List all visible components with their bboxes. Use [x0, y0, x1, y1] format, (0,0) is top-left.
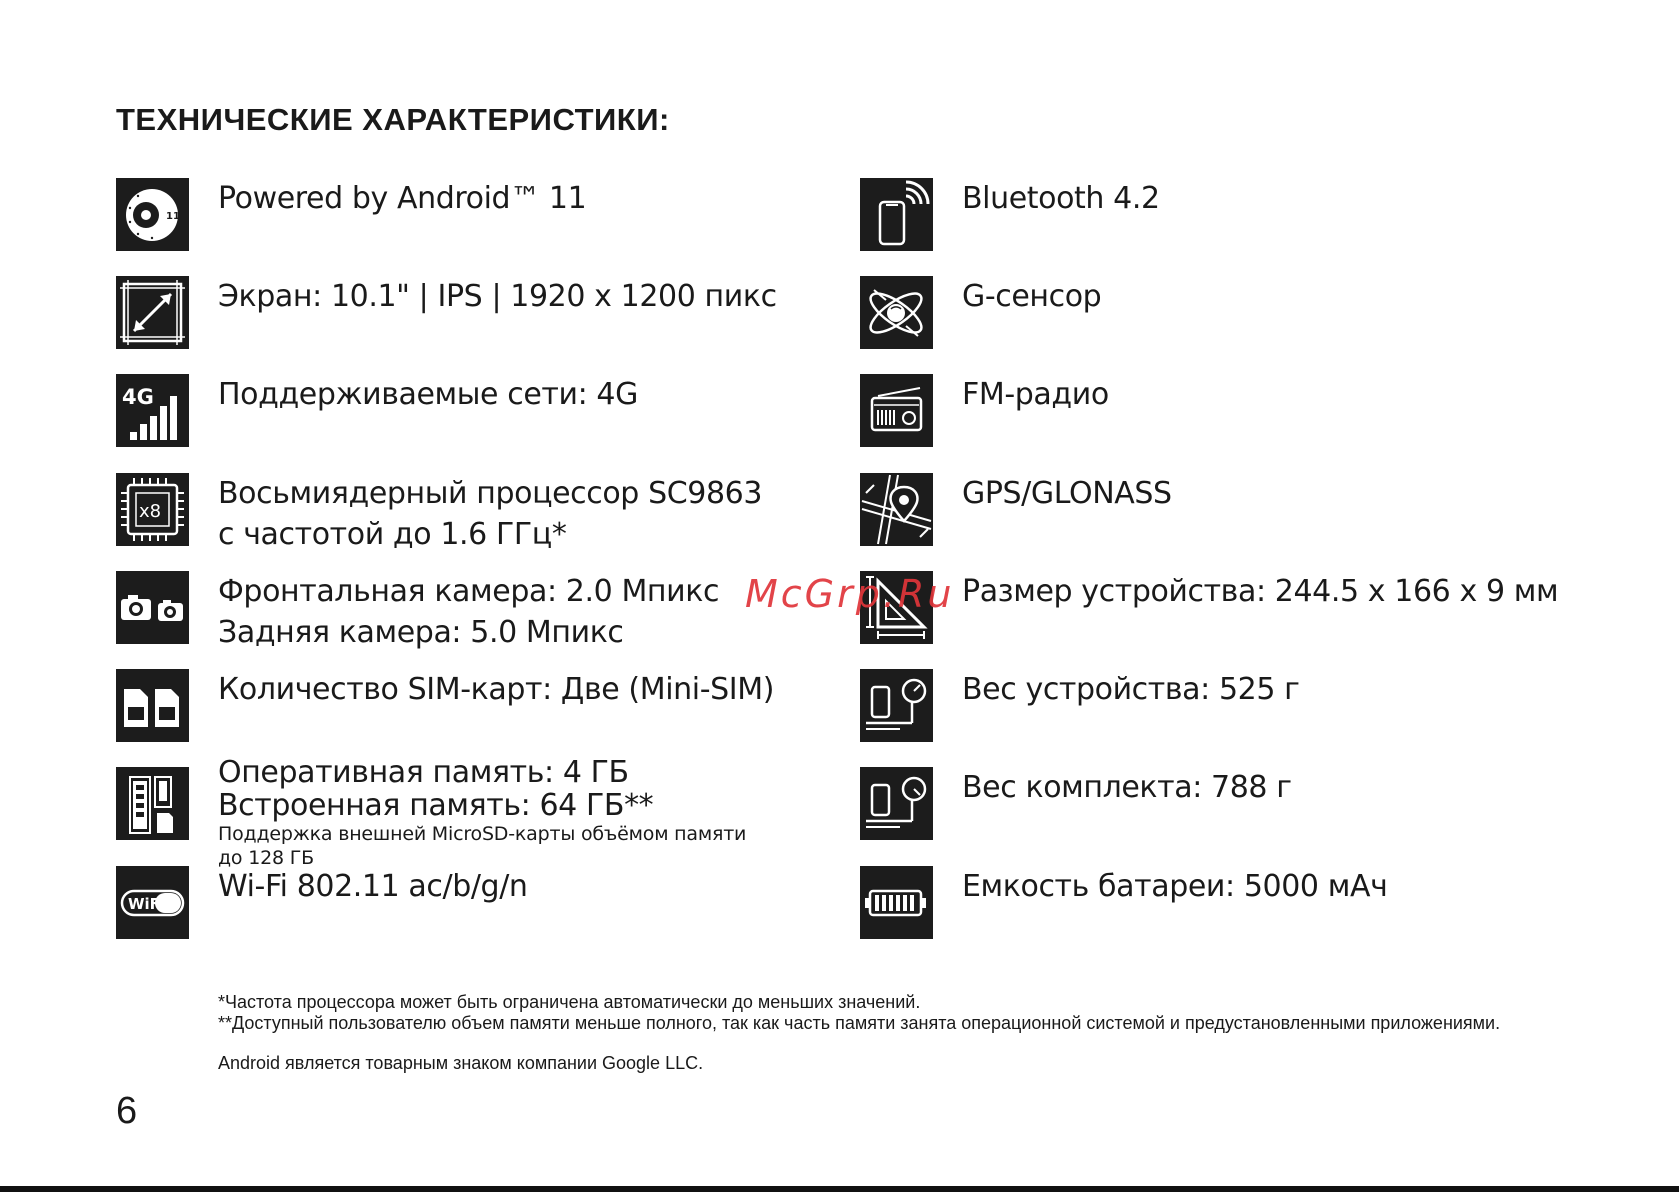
footnotes [218, 992, 1500, 1074]
spec-text: G-сенсор [962, 279, 1102, 314]
spec-battery [860, 866, 1387, 939]
spec-text: с частотой до 1.6 ГГц* [218, 517, 567, 552]
trademark-note: Android является товарным знаком компании Google LLC. [218, 1053, 704, 1073]
processor-icon [116, 473, 189, 546]
fm-radio-icon [860, 374, 933, 447]
device-weight-icon [860, 669, 933, 742]
spec-text: Количество SIM-карт: Две (Mini-SIM) [218, 672, 775, 707]
spec-text: Вес комплекта: 788 г [962, 770, 1292, 805]
spec-memory [116, 755, 747, 870]
spec-note: до 128 ГБ [218, 847, 314, 869]
page-number: 6 [116, 1090, 138, 1132]
spec-text: Фронтальная камера: 2.0 Мпикс [218, 574, 720, 609]
spec-network [116, 374, 638, 447]
kit-weight-icon [860, 767, 933, 840]
spec-text: Емкость батареи: 5000 мАч [962, 869, 1388, 904]
spec-text: Восьмиядерный процессор SC9863 [218, 476, 763, 511]
spec-text: Размер устройства: 244.5 х 166 х 9 мм [962, 574, 1559, 609]
spec-kit-weight [860, 767, 1292, 840]
spec-text: Вес устройства: 525 г [962, 672, 1300, 707]
battery-icon [860, 866, 933, 939]
spec-wifi [116, 866, 528, 939]
spec-text: Powered by Android™ 11 [218, 181, 587, 216]
spec-device-weight [860, 669, 1300, 742]
processor-x8-label: x8 [139, 501, 162, 522]
footnote-processor: *Частота процессора может быть ограничена автоматически до меньших значений. [218, 992, 921, 1012]
spec-bluetooth [860, 178, 1160, 251]
spec-text: GPS/GLONASS [962, 476, 1172, 511]
network-4g-label: 4G [122, 385, 154, 409]
spec-note: Поддержка внешней MicroSD-карты объёмом памяти [218, 823, 747, 845]
spec-text: Встроенная память: 64 ГБ** [218, 788, 654, 823]
android-icon [116, 178, 189, 251]
gps-icon [860, 473, 933, 546]
spec-processor [116, 473, 762, 555]
bottom-rule [0, 1186, 1679, 1192]
svg-text:11: 11 [166, 211, 180, 222]
spec-text: Bluetooth 4.2 [962, 181, 1160, 216]
spec-fm-radio [860, 374, 1109, 447]
screen-diagonal-icon [116, 276, 189, 349]
spec-android [116, 178, 586, 251]
spec-text: Оперативная память: 4 ГБ [218, 755, 629, 790]
spec-dimensions [860, 571, 1558, 644]
wifi-icon [116, 866, 189, 939]
footnote-memory: **Доступный пользователю объем памяти меньше полного, так как часть памяти занята операционной системой и предустановленными приложениями. [218, 1013, 1501, 1033]
network-4g-icon [116, 374, 189, 447]
watermark: McGrp.Ru [745, 572, 955, 616]
spec-sim [116, 669, 774, 742]
spec-camera [116, 571, 719, 653]
spec-gps [860, 473, 1172, 546]
spec-gsensor [860, 276, 1101, 349]
page-title: ТЕХНИЧЕСКИЕ ХАРАКТЕРИСТИКИ: [116, 102, 670, 137]
camera-icon [116, 571, 189, 644]
wifi-label: WiFi [128, 895, 166, 913]
spec-text: Wi-Fi 802.11 ac/b/g/n [218, 869, 528, 904]
g-sensor-icon [860, 276, 933, 349]
sim-card-icon [116, 669, 189, 742]
spec-screen [116, 276, 777, 349]
spec-text: FM-радио [962, 377, 1109, 412]
memory-icon [116, 767, 189, 840]
spec-text: Поддерживаемые сети: 4G [218, 377, 638, 412]
spec-text: Задняя камера: 5.0 Мпикс [218, 615, 624, 650]
spec-text: Экран: 10.1" | IPS | 1920 х 1200 пикс [218, 279, 777, 314]
bluetooth-phone-icon [860, 178, 933, 251]
